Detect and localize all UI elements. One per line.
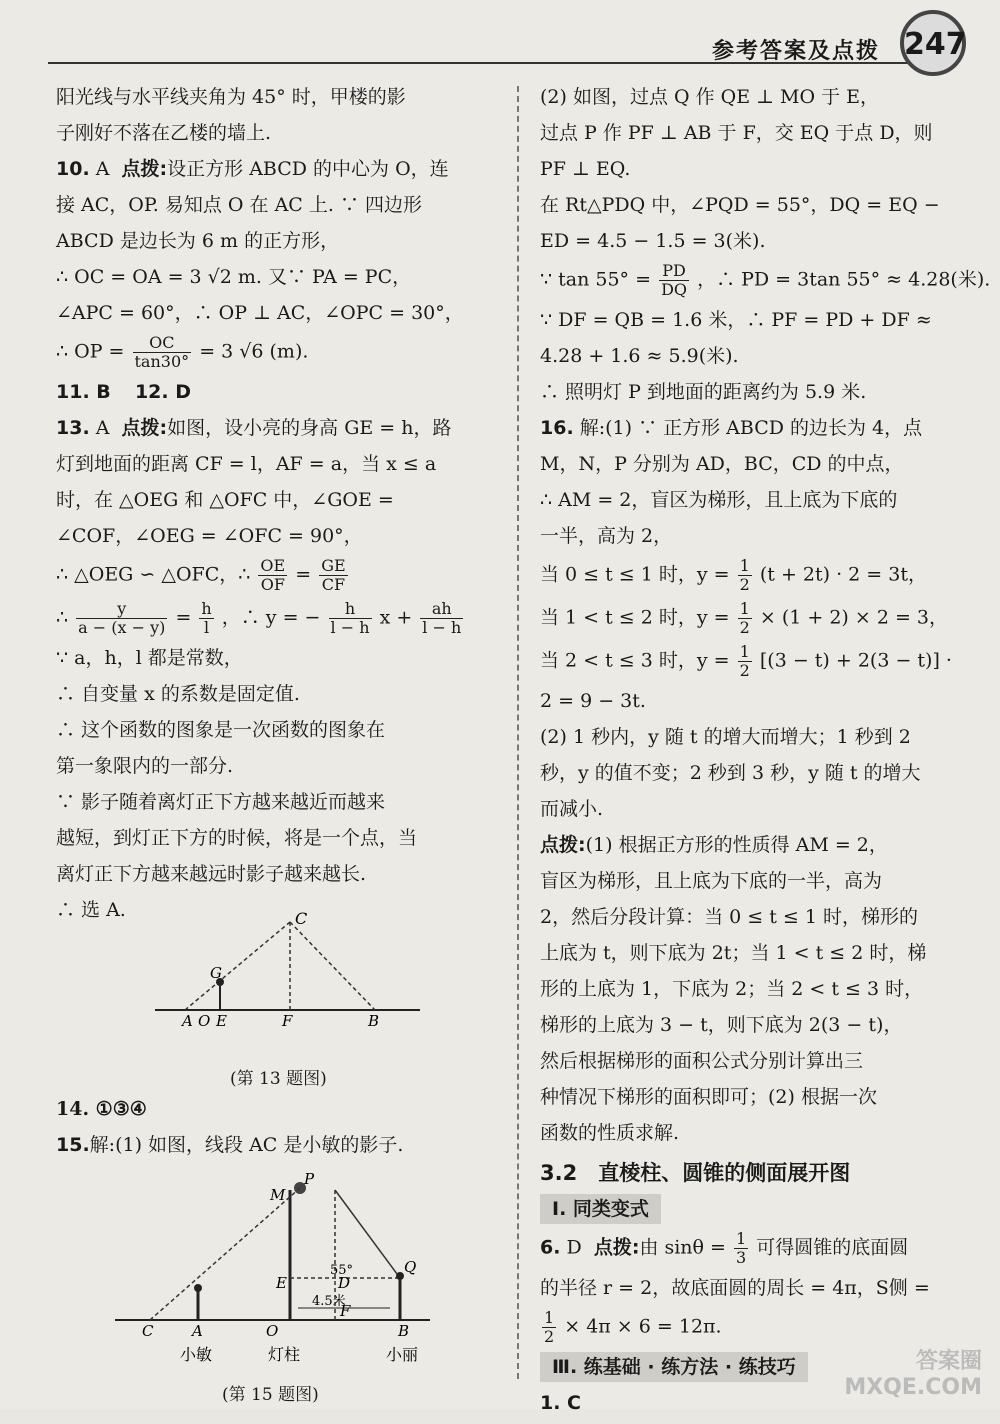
text-line: 2 = 9 − 3t. <box>540 690 646 712</box>
svg-text:F: F <box>282 1012 293 1030</box>
text-line: 第一象限内的一部分. <box>56 755 234 777</box>
text-line: 一半，高为 2， <box>540 525 673 547</box>
page-number: 247 <box>900 10 966 76</box>
right-column <box>540 82 991 1424</box>
subsection-1: Ⅰ. 同类变式 <box>540 1194 980 1224</box>
formula-line: ∴ $\frac{y}{a - (x - y)}$ = $\frac{h}{l}$ ，∴ y = − $\frac{h}{l - h}$ x + $\frac{ah}{l - h}$ <box>56 599 462 637</box>
svg-text:O: O <box>198 1012 211 1030</box>
left-column-bottom <box>56 1094 496 1166</box>
svg-text:O: O <box>266 1322 279 1340</box>
left-column <box>56 82 496 931</box>
text-line: ∴ 照明灯 P 到地面的距离约为 5.9 米. <box>540 381 867 403</box>
text-line: 盲区为梯形，且上底为下底的一半，高为 <box>540 870 883 892</box>
text-line: 在 Rt△PDQ 中，∠PQD = 55°，DQ = EQ − <box>540 194 940 216</box>
answer-14: 14. ①③④ <box>56 1098 147 1120</box>
page-header <box>0 0 1000 70</box>
fraction: $\frac{y}{a - (x - y)}$ <box>78 599 166 637</box>
answer-11-12: 11. B 12. D <box>56 381 191 403</box>
text-line: 的半径 r = 2，故底面圆的周长 = 4π，S侧 = <box>540 1277 930 1299</box>
text-line: ABCD 是边长为 6 m 的正方形， <box>56 230 340 252</box>
svg-text:F: F <box>340 1302 351 1320</box>
text-line: ∴ OC = OA = 3 √2 m. 又∵ PA = PC， <box>56 266 412 288</box>
svg-text:M: M <box>270 1186 286 1204</box>
text-line: (2) 1 秒内，y 随 t 的增大而增大；1 秒到 2 <box>540 726 911 748</box>
text-line: 种情况下梯形的面积即可；(2) 根据一次 <box>540 1086 877 1108</box>
text-line: 形的上底为 1，下底为 2；当 2 < t ≤ 3 时， <box>540 978 924 1000</box>
svg-text:E: E <box>276 1274 287 1292</box>
fraction: $\frac{PD}{DQ}$ <box>661 261 688 299</box>
text-line: 2，然后分段计算：当 0 ≤ t ≤ 1 时，梯形的 <box>540 906 918 928</box>
formula-line: ∵ tan 55° = $\frac{PD}{DQ}$ ，∴ PD = 3tan 55° ≈ 4.28(米). <box>540 261 991 299</box>
fraction: $\frac{1}{2}$ <box>739 599 750 637</box>
text-line: ∵ a，h，l 都是常数， <box>56 647 243 669</box>
text-line: (2) 如图，过点 Q 作 QE ⊥ MO 于 E， <box>540 86 880 108</box>
text-line: ∵ 影子随着离灯正下方越来越近而越来 <box>56 791 386 813</box>
text-line: 阳光线与水平线夹角为 45° 时，甲楼的影 <box>56 86 406 108</box>
hint-line: 点拨:(1) 根据正方形的性质得 AM = 2， <box>540 834 888 856</box>
svg-text:C: C <box>142 1322 154 1340</box>
fraction: $\frac{1}{2}$ <box>739 642 750 680</box>
fraction: $\frac{ah}{l - h}$ <box>422 599 462 637</box>
figure-15-caption: (第 15 题图) <box>222 1385 319 1405</box>
text-line: ∴ 自变量 x 的系数是固定值. <box>56 683 300 705</box>
fraction: $\frac{OE}{OF}$ <box>260 556 286 594</box>
answer-1: 1. C <box>540 1392 581 1414</box>
figure-13-diagram <box>140 910 440 1030</box>
section-title: 3.2 直棱柱、圆锥的侧面展开图 <box>540 1161 851 1185</box>
fraction: $\frac{h}{l - h}$ <box>330 599 370 637</box>
distance-label: 4.5米 <box>312 1294 346 1309</box>
label-xiaomin: 小敏 <box>180 1345 213 1364</box>
text-line: ∴ 这个函数的图象是一次函数的图象在 <box>56 719 386 741</box>
svg-text:E: E <box>216 1012 227 1030</box>
formula-line: ∴ OP = $\frac{OC}{\tan 30^\circ}$ = 3 √6 (m). <box>56 333 309 371</box>
text-line: ∵ DF = QB = 1.6 米，∴ PF = PD + DF ≈ <box>540 309 932 331</box>
formula-line: $\frac{1}{2}$ × 4π × 6 = 12π. <box>544 1308 722 1346</box>
answer-15: 15.解:(1) 如图，线段 AC 是小敏的影子. <box>56 1134 404 1156</box>
text-line: 函数的性质求解. <box>540 1122 680 1144</box>
text-line: M，N，P 分别为 AD，BC，CD 的中点， <box>540 453 904 475</box>
text-line: 子刚好不落在乙楼的墙上. <box>56 122 272 144</box>
text-line: ∴ 选 A. <box>56 899 126 921</box>
text-line: 上底为 t，则下底为 2t；当 1 < t ≤ 2 时，梯 <box>540 942 927 964</box>
text-line: 4.28 + 1.6 ≈ 5.9(米). <box>540 345 739 367</box>
svg-text:P: P <box>304 1170 315 1188</box>
text-line: 然后根据梯形的面积公式分别计算出三 <box>540 1050 864 1072</box>
svg-text:C: C <box>295 910 308 928</box>
subsection-3: Ⅲ. 练基础 · 练方法 · 练技巧 <box>540 1352 980 1382</box>
svg-text:B: B <box>368 1012 380 1030</box>
formula-line: 当 0 ≤ t ≤ 1 时，y = $\frac{1}{2}$ (t + 2t) · 2 = 3t， <box>540 556 927 594</box>
answer-10: 10. A 点拨:设正方形 ABCD 的中心为 O，连 <box>56 158 449 180</box>
figure-13-caption: (第 13 题图) <box>230 1069 327 1089</box>
text-line: 而减小. <box>540 798 604 820</box>
answer-13: 13. A 点拨:如图，设小亮的身高 GE = h，路 <box>56 417 452 439</box>
formula-line: 当 2 < t ≤ 3 时，y = $\frac{1}{2}$ [(3 − t) + 2(3 − t)] · <box>540 642 952 680</box>
fraction: $\frac{GE}{CF}$ <box>321 556 346 594</box>
formula-line: 当 1 < t ≤ 2 时，y = $\frac{1}{2}$ × (1 + 2) × 2 = 3， <box>540 599 949 637</box>
text-line: 秒，y 的值不变；2 秒到 3 秒，y 随 t 的增大 <box>540 762 921 784</box>
text-line: PF ⊥ EQ. <box>540 158 631 180</box>
svg-text:Q: Q <box>404 1258 417 1276</box>
fraction: $\frac{1}{2}$ <box>544 1308 555 1346</box>
text-line: ∴ AM = 2，盲区为梯形，且上底为下底的 <box>540 489 898 511</box>
text-line: 时，在 △OEG 和 △OFC 中，∠GOE = <box>56 489 394 511</box>
formula-line: ∴ △OEG ∽ △OFC，∴ $\frac{OE}{OF}$ = $\frac{GE}{CF}$ <box>56 556 346 594</box>
watermark: 答案圈 MXQE.COM <box>844 1349 982 1400</box>
fraction: $\frac{OC}{\tan 30^\circ}$ <box>134 333 190 371</box>
fraction: $\frac{h}{l}$ <box>201 599 212 637</box>
text-line: 过点 P 作 PF ⊥ AB 于 F，交 EQ 于点 D，则 <box>540 122 933 144</box>
answer-6: 6. D 点拨:由 sinθ = $\frac{1}{3}$ 可得圆锥的底面圆 <box>540 1229 909 1267</box>
fraction: $\frac{1}{3}$ <box>736 1229 747 1267</box>
text-line: 接 AC，OP. 易知点 O 在 AC 上. ∵ 四边形 <box>56 194 423 216</box>
answer-16: 16. 解:(1) ∵ 正方形 ABCD 的边长为 4，点 <box>540 417 923 439</box>
svg-text:G: G <box>210 964 222 982</box>
header-title: 参考答案及点拨 <box>711 39 880 64</box>
text-line: ED = 4.5 − 1.5 = 3(米). <box>540 230 766 252</box>
column-divider <box>517 86 519 1379</box>
text-line: ∠COF，∠OEG = ∠OFC = 90°， <box>56 525 363 547</box>
text-line: 灯到地面的距离 CF = l，AF = a，当 x ≤ a <box>56 453 437 475</box>
text-line: 梯形的上底为 3 − t，则下底为 2(3 − t)， <box>540 1014 903 1036</box>
label-xiaoli: 小丽 <box>386 1345 419 1364</box>
svg-text:A: A <box>182 1012 193 1030</box>
text-line: 越短，到灯正下方的时候，将是一个点，当 <box>56 827 418 849</box>
text-line: ∠APC = 60°，∴ OP ⊥ AC，∠OPC = 30°， <box>56 302 464 324</box>
svg-text:B: B <box>398 1322 410 1340</box>
svg-text:D: D <box>338 1274 351 1292</box>
angle-label: 55° <box>330 1263 354 1278</box>
fraction: $\frac{1}{2}$ <box>739 556 750 594</box>
svg-text:A: A <box>192 1322 203 1340</box>
label-dengzhu: 灯柱 <box>268 1345 301 1364</box>
text-line: 离灯正下方越来越远时影子越来越长. <box>56 863 367 885</box>
figure-15-diagram <box>100 1160 450 1390</box>
